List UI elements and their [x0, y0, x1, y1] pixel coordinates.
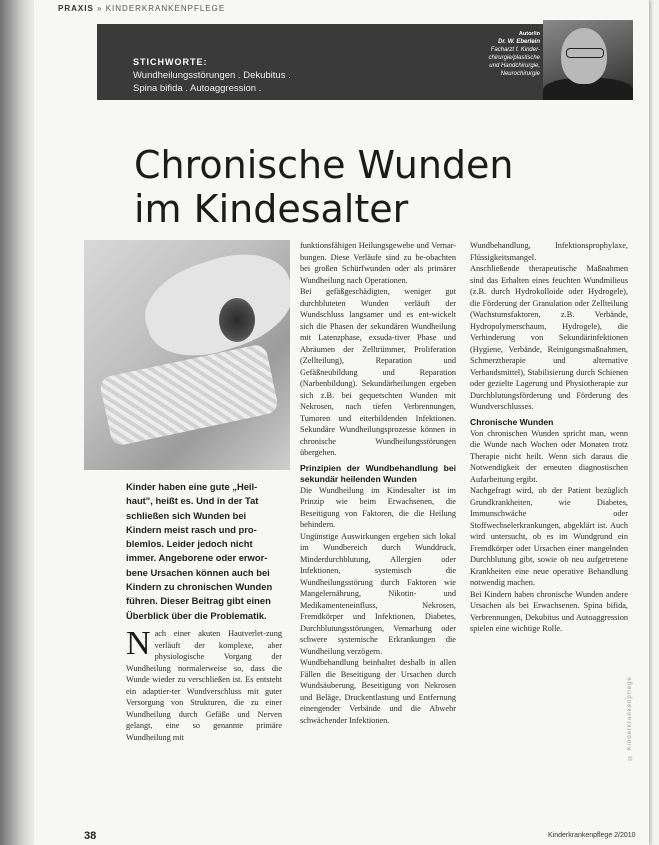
col3-heading: Chronische Wunden [470, 416, 554, 427]
photo-wound [219, 298, 255, 342]
article-photo [84, 240, 290, 470]
col3-paragraph-1: Wundbehandlung, Infektionsprophylaxe, Flüssigkeitsmangel. [470, 241, 628, 262]
col2-paragraph-1: funktionsfähigen Heilungsgewebe und Vernar-bungen. Diese Verläufe sind zu be-obachten bei großen Schürfwunden oder als primärer Wundheilung nach Operationen. [300, 241, 456, 285]
author-role-3: und Handchirurgie, [489, 63, 540, 69]
running-header: PRAXIS » KINDERKRANKENPFLEGE [58, 4, 226, 13]
keywords-line-1: Wundheilungsstörungen . Dekubitus . [133, 70, 291, 81]
photo-bandage [99, 343, 280, 447]
author-label: Autor/in [518, 31, 540, 37]
col2-paragraph-5: Wundbehandlung beinhaltet deshalb in allen Fällen die Beseitigung der Ursachen durch Wundsäuberung, Beseitigung von Nekrosen und Beläge, Druckentlastung und Entfernung einengender Verbände und die Abwehr schwächender Infektionen. [300, 658, 456, 725]
title-line-1: Chronische Wunden [134, 143, 514, 188]
section-label: PRAXIS [58, 4, 94, 13]
title-line-2: im Kindesalter [134, 187, 409, 232]
article-lead: Kinder haben eine gute „Heil-haut", heißt es. Und in der Tat schließen sich Wunden bei Kindern meist rasch und pro-blemlos. Leider jedoch nicht immer. Angeborene oder erwor-bene Ursachen können auch bei Kindern zu chronischen Wunden führen. Dieser Beitrag gibt einen Überblick über die Problematik. [126, 481, 273, 621]
col2-heading: Prinzipien der Wundbehandlung bei sekundär heilenden Wunden [300, 462, 456, 484]
col3-paragraph-3: Von chronischen Wunden spricht man, wenn die Wunde nach Wochen oder Monaten trotz Therapie nicht heilt. Wenn sich daraus die Notwendigkeit der erneuten diagnostischen Aufarbeitung ergibt. [470, 428, 628, 484]
col3-paragraph-5: Bei Kindern haben chronische Wunden andere Ursachen als bei Erwachsenen. Spina bifida, Verbrennungen, Dekubitus und Autoaggression spielen eine wichtige Rolle. [470, 589, 628, 633]
footer-source: Kinderkrankenpflege 2/2010 [548, 832, 636, 839]
article-title [134, 143, 634, 231]
column-3 [470, 240, 628, 820]
portrait-glasses [566, 48, 604, 58]
col3-paragraph-4: Nachgefragt wird, ob der Patient bezüglich Grundkrankheiten, wie Diabetes, Immunschwäche oder Stoffwechselerkrankungen, abgeklärt ist. Auch wird untersucht, ob es im Wundgrund ein Fremdkörper oder Ursachen einer mangelnden Durchblutung gibt, sowie ob neu aufgetretene Krankheiten eine neue operative Behandlung notwendig machen. [470, 486, 628, 587]
col2-paragraph-4: Ungünstige Auswirkungen ergeben sich lokal im Wundbereich durch Wunddruck, Minderdurchblutung, Allergien oder Infektionen, systemisch die Wundheilungsstörung durch Faktoren wie Mangelernährung, Nikotin- und Medikamenteneinfluss, Nekrosen, Fremdkörper und Infektionen, Diabetes, Durchblutungsstörungen, Vernarbung oder schwere systemische Erkrankungen die Wundheilung verzögern. [300, 531, 456, 656]
author-portrait [543, 20, 633, 100]
column-2 [300, 240, 456, 830]
page-number: 38 [84, 830, 97, 842]
keywords-line-2: Spina bifida . Autoaggression . [133, 83, 262, 94]
subsection-label: KINDERKRANKENPFLEGE [105, 4, 226, 13]
author-name: Dr. W. Eberlein [498, 39, 540, 45]
drop-cap: N [126, 628, 151, 662]
side-credit: © Kinderkrankenpflege [627, 676, 633, 760]
author-role-1: Facharzt f. Kinder- [490, 47, 540, 53]
col2-paragraph-2: Bei gefäßgeschädigten, weniger gut durchbluteten Wunden verläuft der Wundschluss langsamer und es ent-wickelt sich die Phasen der sekundären Wundheilung mit Latenzphase, exsuda-tiver Phase und Abräumen der Zelltrümmer, Proliferation (Zellteilung), Reparation und Gefäßneubildung und Reparation (Narbenbildung). Sekundärheilungen ergeben sich z.B. bei gequetschten Wunden mit Nekrosen, nach tiefen Verbrennungen, Tumoren und eiterbildenden Infektionen. Sekundäre Wundheilungsprozesse können in chronische Wundheilungsstörungen übergehen. [300, 287, 456, 457]
col2-paragraph-3: Die Wundheilung im Kindesalter ist im Prinzip wie beim Erwachsenen, die Beseitigung von Faktoren, die die Heilung behindern. [300, 485, 456, 529]
page-binding-edge [0, 0, 34, 845]
col1-paragraph [126, 628, 282, 743]
col3-paragraph-2: Anschließende therapeutische Maßnahmen sind das Erhalten eines feuchten Wundmilieus (z.B. durch Hydrokolloide oder Hydrogele), die Förderung der Granulation oder Zellteilung (Wachstumsfaktoren, z.B. Verbände, Hydropolymerschaum, Hydrogele), die Verhinderung von Sekundärinfektionen (Hygiene, Verbände, Reinigungsmaßnahmen, Schmerztherapie und alternative Verbandsmittel), Stabilisierung durch Schienen oder gezielte Lagerung und Physiotherapie zur Durchblutungsförderung und Förderung des Wundverschlusses. [470, 264, 628, 411]
author-info [450, 30, 540, 78]
author-role-4: Neurochirurgie [500, 71, 540, 77]
author-role-2: chirurgie/plastische [488, 55, 540, 61]
keywords-label: STICHWORTE: [133, 57, 208, 67]
column-1 [126, 628, 282, 828]
col1-text: ach einer akuten Hautverlet-zung verläuft der komplexe, aber physiologische Vorgang der Wundheilung normalerweise so, dass die Wunde wieder zu verschließen ist. Es entsteht ein adaptier-ter Wundverschluss mit guter Versorgung von Strukturen, die zu einer Wundheilung durch Gefäße und Nerven gelangt, eine so genannte primäre Wundheilung mit [126, 629, 282, 742]
